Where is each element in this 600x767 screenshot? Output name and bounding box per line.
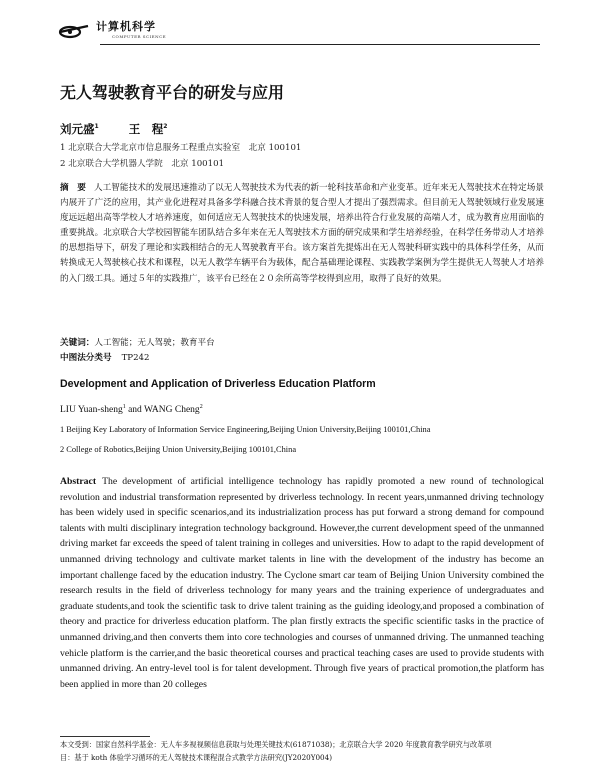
affiliation-en-2: 2 College of Robotics,Beijing Union University,Beijing 100101,China: [60, 445, 297, 454]
author-2-en: WANG Cheng: [144, 405, 200, 416]
author-2-en-sup: 2: [199, 404, 203, 410]
affiliation-cn-1: 1 北京联合大学北京市信息服务工程重点实验室 北京 100101: [60, 143, 302, 153]
author-1-cn-sup: 1: [94, 123, 99, 131]
journal-subtitle: COMPUTER SCIENCE: [112, 34, 167, 39]
clc-number: [60, 351, 150, 363]
footnote-divider: [60, 736, 150, 737]
abstract-cn-label: 摘 要: [60, 183, 86, 193]
author-1-en: LIU Yuan-sheng: [60, 405, 123, 416]
authors-en: [60, 404, 203, 415]
keywords-cn-text: 人工智能；无人驾驶；教育平台: [94, 338, 215, 348]
author-2-cn-sup: 2: [163, 123, 168, 131]
affiliation-cn-2: 2 北京联合大学机器人学院 北京 100101: [60, 159, 225, 169]
keywords-cn-label: 关键词：: [60, 338, 95, 348]
journal-name: 计算机科学: [96, 20, 156, 33]
keywords-cn: [60, 336, 215, 348]
abstract-cn-text: 人工智能技术的发展迅速推动了以无人驾驶技术为代表的新一轮科技革命和产业变革。近年来无人驾驶技术在特定场景内展开了广泛的应用，其产业化进程对具备多学科融合技术背景的复合型人才提出了强烈需求。但目前无人驾驶领域行业发展速度远远超出高等学校人才培养速度，如何适应无人驾驶技术的快速发展，培养出符合行业发展的高端人才，成为教育应用面临的重要挑战。北京联合大学校园智能车团队结合多年来在无人驾驶技术方面的研究成果和学生培养经验，在科学任务带动人才培养的思想指导下，研发了理论和实践相结合的无人驾驶教育平台。该方案首先提炼出在无人驾驶科研实践中的具体科学任务，从而转换成无人驾驶核心技术和课程，以无人教学车辆平台为载体，配合基础理论课程、实践教学案例为学生提供无人驾驶人才培养的入门级工具。通过５年的实践推广，该平台已经在２０余所高等学校得到应用，取得了良好的效果。: [60, 183, 544, 284]
journal-logo-icon: [58, 22, 92, 40]
affiliation-en-1: 1 Beijing Key Laboratory of Information Service Engineering,Beijing Union University,Beijing 100101,China: [60, 425, 431, 434]
author-1-cn: 刘元盛: [60, 122, 95, 136]
author-2-cn: 王 程: [128, 122, 164, 136]
abstract-en-label: Abstract: [60, 476, 97, 487]
abstract-cn: [60, 181, 544, 287]
authors-en-and: and: [125, 405, 144, 416]
paper-title-cn: 无人驾驶教育平台的研发与应用: [60, 83, 285, 102]
funding-line-1: 本文受到：国家自然科学基金：无人车多视视频信息获取与处理关键技术(61871038)；北京联合大学 2020 年度教育教学研究与改革项: [60, 740, 492, 749]
clc-value: TP242: [121, 353, 150, 363]
abstract-en: [60, 474, 544, 692]
header-divider: [100, 44, 540, 45]
clc-label: 中图法分类号: [60, 353, 112, 363]
paper-title-en: Development and Application of Driverless Education Platform: [60, 378, 376, 390]
abstract-en-text: The development of artificial intelligence technology has rapidly promoted a new round of technological revolution and industrial transformation represented by driverless technology. In recent years,unmanned driving technology has been widely used in specific scenarios,and its industrialization process has put forward a strong demand for compound talents with multi disciplinary integration technology background. However,the current development speed of the unmanned driving market far exceeds the speed of talent training in colleges and universities. How to adapt to the rapid development of unmanned driving technology and cultivate market talents in line with the development of the industry has become an important challenge faced by the education industry. The Cyclone smart car team of Beijing Union University combined the research results in the field of driverless technology for many years and the training experience of undergraduates and graduate students,and took the scientific task to drive talent training as the guiding ideology,and proposed a combination of theory and practice for driverless education platform. The plan firstly extracts the specific scientific tasks in the practice of unmanned driving,and then converts them into core technologies and courses of unmanned driving. The unmanned teaching vehicle platform is the carrier,and the basic theoretical courses and practical teaching cases are used to provide students with unmanned driving. An entry-level tool is for talent development. Through five years of practical promotion,the platform has been applied in more than 20 colleges: [60, 476, 544, 690]
authors-cn: [60, 121, 167, 137]
author-1-en-sup: 1: [122, 404, 126, 410]
funding-line-2: 目：基于 koth 体验学习循环的无人驾驶技术课程混合式教学方法研究(JY2020Y004): [60, 753, 333, 762]
